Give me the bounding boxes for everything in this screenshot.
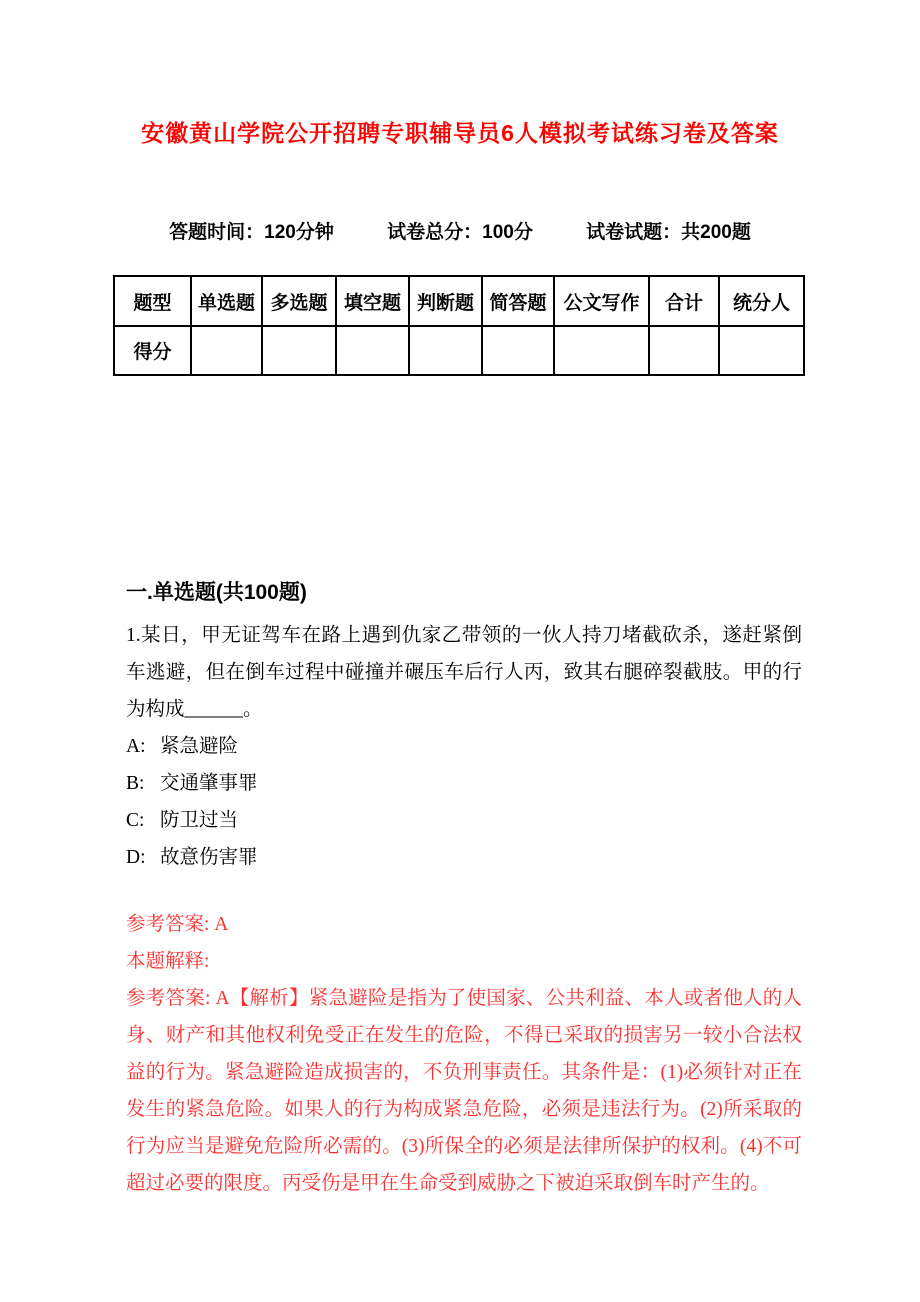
score-table-header-cell-short-answer: 简答题 xyxy=(482,276,554,326)
option-c-label: C: xyxy=(126,810,145,831)
score-table-header-row xyxy=(114,276,804,326)
option-d-text: 故意伤害罪 xyxy=(160,847,258,868)
meta-total-score: 试卷总分：100分 xyxy=(387,222,533,243)
score-table-header-cell-true-false: 判断题 xyxy=(409,276,482,326)
score-table-header-cell-total: 合计 xyxy=(649,276,719,326)
option-a-text: 紧急避险 xyxy=(160,736,239,757)
section-heading: 一.单选题(共100题) xyxy=(126,581,307,604)
score-table-header-cell-official-writing: 公文写作 xyxy=(554,276,649,326)
answer-block xyxy=(126,906,802,1202)
score-cell-empty xyxy=(482,326,554,375)
score-table-header-cell-fill-blank: 填空题 xyxy=(336,276,409,326)
score-table xyxy=(113,275,805,376)
reference-answer: 参考答案: A xyxy=(126,914,229,935)
option-c xyxy=(126,802,802,839)
option-c-text: 防卫过当 xyxy=(160,810,239,831)
score-cell-empty xyxy=(409,326,482,375)
question-text: 1.某日，甲无证驾车在路上遇到仇家乙带领的一伙人持刀堵截砍杀，遂赶紧倒车逃避，但在倒车过程中碰撞并碾压车后行人丙，致其右腿碎裂截肢。甲的行为构成______。 xyxy=(126,625,802,720)
score-cell-empty xyxy=(554,326,649,375)
explanation-text: 参考答案: A【解析】紧急避险是指为了使国家、公共利益、本人或者他人的人身、财产和其他权利免受正在发生的危险，不得已采取的损害另一较小合法权益的行为。紧急避险造成损害的，不负刑事责任。其条件是：(1)必须针对正在发生的紧急危险。如果人的行为构成紧急危险，必须是违法行为。(2)所采取的行为应当是避免危险所必需的。(3)所保全的必须是法律所保护的权利。(4)不可超过必要的限度。丙受伤是甲在生命受到威胁之下被迫采取倒车时产生的。 xyxy=(126,988,802,1194)
option-b-text: 交通肇事罪 xyxy=(160,773,258,794)
score-table-header-cell-single-choice: 单选题 xyxy=(191,276,262,326)
meta-answer-time: 答题时间：120分钟 xyxy=(169,222,334,243)
score-cell-empty xyxy=(649,326,719,375)
option-a xyxy=(126,728,802,765)
meta-question-count: 试卷试题：共200题 xyxy=(586,222,751,243)
score-row-label: 得分 xyxy=(114,326,191,375)
option-b-label: B: xyxy=(126,773,145,794)
score-table-score-row xyxy=(114,326,804,375)
page-title: 安徽黄山学院公开招聘专职辅导员6人模拟考试练习卷及答案 xyxy=(141,120,779,146)
score-table-header-cell-multi-choice: 多选题 xyxy=(262,276,336,326)
score-cell-empty xyxy=(262,326,336,375)
score-cell-empty xyxy=(719,326,804,375)
option-d-label: D: xyxy=(126,847,146,868)
score-cell-empty xyxy=(191,326,262,375)
score-table-header-cell-question-type: 题型 xyxy=(114,276,191,326)
score-cell-empty xyxy=(336,326,409,375)
options-list xyxy=(126,728,802,876)
explanation-label: 本题解释: xyxy=(126,951,210,972)
option-d xyxy=(126,839,802,876)
exam-meta xyxy=(0,220,920,245)
option-b xyxy=(126,765,802,802)
score-table-header-cell-scorer: 统分人 xyxy=(719,276,804,326)
option-a-label: A: xyxy=(126,736,146,757)
